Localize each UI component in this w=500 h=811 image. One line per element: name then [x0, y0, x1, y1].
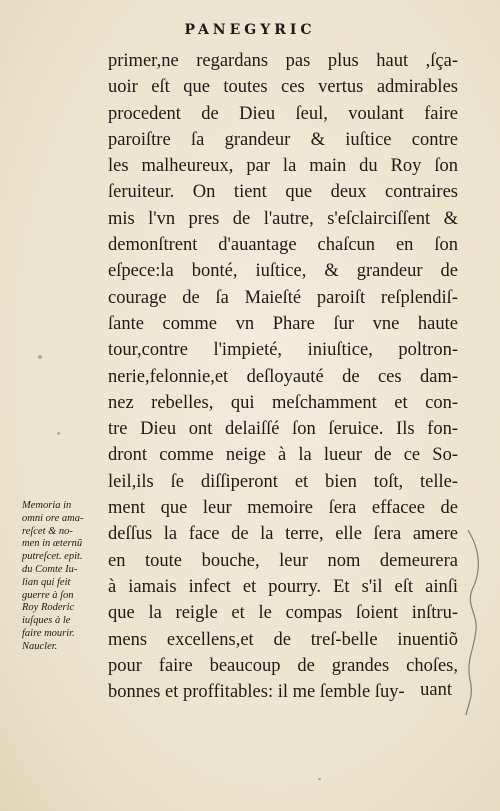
catchword: uant — [420, 680, 452, 700]
text-line: tre Dieu ont delaiſſé ſon ſeruice. Ils fon- — [108, 419, 458, 440]
text-line: demonſtrent d'auantage chaſcun en ſon — [108, 235, 458, 256]
text-line: que la reigle et le compas ſoient inſtru- — [108, 603, 458, 624]
margin-line: Roy Roderic — [22, 602, 75, 614]
margin-line: iuſques à le — [22, 615, 71, 627]
text-line: eſpece:la bonté, iuſtice, & grandeur de — [108, 261, 458, 282]
margin-line: Naucler. — [22, 640, 58, 652]
margin-line: guerre à ſon — [22, 589, 74, 601]
text-line: en toute bouche, leur nom demeurera — [108, 550, 458, 571]
text-line: à iamais infect et pourry. Et s'il eſt ainſi — [108, 576, 458, 597]
handwritten-bracket-mark — [462, 520, 492, 720]
text-line: paroiſtre ſa grandeur & iuſtice contre — [108, 129, 458, 150]
text-line: mis l'vn pres de l'autre, s'eſclairciſſent & — [108, 208, 458, 229]
text-line: les malheureux, par la main du Roy ſon — [108, 156, 458, 177]
paper-speck — [318, 778, 321, 780]
text-line: procedent de Dieu ſeul, voulant faire — [108, 103, 458, 124]
text-line: primer,ne regardans pas plus haut ,ſça- — [108, 51, 458, 71]
text-line: ment que leur memoire ſera effacee de — [108, 498, 458, 519]
text-line: nez rebelles, qui meſchamment et con- — [108, 392, 458, 413]
text-line: ſante comme vn Phare ſur vne haute — [108, 313, 458, 334]
text-line: courage de ſa Maieſté paroiſt reſplendiſ- — [108, 287, 458, 308]
text-line: tour,contre l'impieté, iniuſtice, poltron- — [108, 340, 458, 361]
margin-line: omni ore ama- — [22, 512, 84, 524]
main-text-block — [108, 48, 458, 705]
text-line: deſſus la face de la terre, elle ſera amere — [108, 524, 458, 545]
margin-line: Memoria in — [22, 500, 72, 511]
text-line: pour faire beaucoup de grandes choſes, — [108, 655, 458, 676]
paper-speck — [38, 355, 42, 359]
margin-line: lian qui feit — [22, 576, 71, 588]
running-title: PANEGYRIC — [184, 22, 316, 38]
margin-line: men in æternũ — [22, 538, 83, 550]
margin-line: faire mourir. — [22, 627, 75, 639]
text-line: nerie,felonnie,et deſloyauté de ces dam- — [108, 366, 458, 387]
margin-line: du Comte Iu- — [22, 563, 78, 575]
text-line: uoir eſt que toutes ces vertus admirables — [108, 77, 458, 98]
text-line: ſeruiteur. On tient que deux contraires — [108, 182, 458, 203]
text-line: dront comme neige à la lueur de ce So- — [108, 445, 458, 466]
margin-line: reſcet & no- — [22, 525, 73, 537]
text-line: mens excellens,et de treſ-belle inuentiõ — [108, 629, 458, 650]
text-line: leil,ils ſe diſſiperont et bien toſt, telle- — [108, 471, 458, 492]
text-line: bonnes et proffitables: il me ſemble ſuy- — [108, 682, 405, 703]
marginal-note — [22, 500, 114, 654]
paper-speck — [57, 432, 60, 435]
margin-line: putreſcet. epit. — [22, 551, 83, 563]
